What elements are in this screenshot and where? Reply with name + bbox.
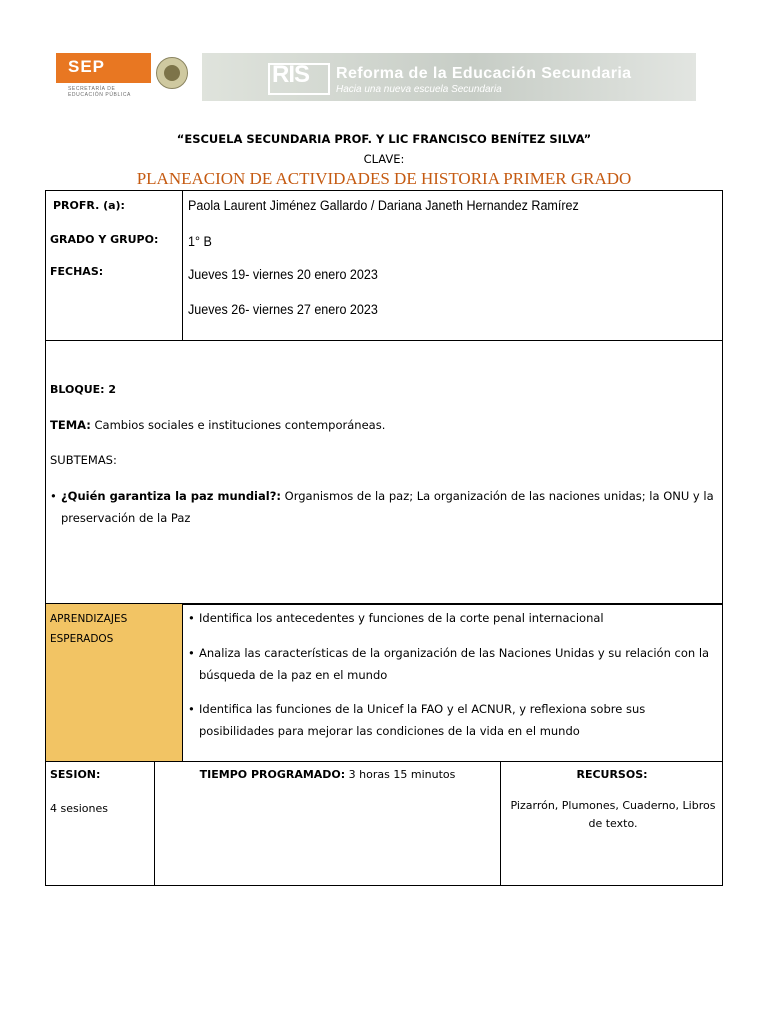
fechas-value-1: Jueves 19- viernes 20 enero 2023	[188, 267, 378, 282]
aprendizaje-item	[188, 642, 720, 686]
subtema-detail: Organismos de la paz; La organización de las naciones unidas; la ONU y la preservación de la Paz	[61, 489, 714, 525]
aprendizaje-text: Identifica las funciones de la Unicef la FAO y el ACNUR, y reflexiona sobre sus posibilidades para mejorar las condiciones de la vida en el mundo	[199, 702, 646, 738]
tiempo-value: 3 horas 15 minutos	[345, 768, 456, 781]
bullet-icon: •	[188, 611, 195, 625]
grado-label: GRADO Y GRUPO:	[50, 233, 159, 246]
sep-subtitle-line2: EDUCACIÓN PÚBLICA	[68, 92, 131, 98]
ris-logo-text: RIS	[272, 61, 310, 88]
reforma-title: Reforma de la Educación Secundaria	[336, 65, 632, 82]
subtema-item	[50, 485, 718, 529]
aprendizajes-label	[50, 609, 127, 649]
aprendizajes-label-line1: APRENDIZAJES	[50, 613, 128, 625]
tiempo-line	[155, 768, 500, 781]
subtemas-label: SUBTEMAS:	[50, 453, 117, 467]
sep-subtitle	[68, 86, 131, 98]
sep-logo-text: SEP	[68, 57, 106, 76]
aprendizajes-divider	[182, 603, 183, 762]
page-title: PLANEACION DE ACTIVIDADES DE HISTORIA PRIMER GRADO	[136, 169, 632, 188]
clave-label: CLAVE:	[363, 152, 405, 166]
aprendizaje-text: Identifica los antecedentes y funciones de la corte penal internacional	[199, 611, 604, 625]
aprendizajes-label-line2: ESPERADOS	[50, 633, 114, 645]
school-name: “ESCUELA SECUNDARIA PROF. Y LIC FRANCISCO BENÍTEZ SILVA”	[176, 132, 592, 146]
bloque-section	[45, 340, 723, 605]
national-seal-icon	[156, 57, 188, 89]
header-banner	[56, 53, 696, 101]
tema-label: TEMA:	[50, 418, 91, 432]
grado-value: 1° B	[188, 234, 212, 249]
sep-subtitle-line1: SECRETARÍA DE	[68, 86, 116, 92]
bullet-icon: •	[188, 702, 195, 716]
tema-line	[50, 414, 385, 436]
bullet-icon: •	[188, 646, 195, 660]
bloque-label: BLOQUE: 2	[50, 383, 117, 396]
subtema-question: ¿Quién garantiza la paz mundial?:	[61, 489, 281, 503]
tiempo-label: TIEMPO PROGRAMADO:	[199, 768, 346, 781]
aprendizaje-text: Analiza las características de la organización de las Naciones Unidas y su relación con la búsqueda de la paz en el mundo	[199, 646, 710, 682]
fechas-label: FECHAS:	[50, 265, 104, 278]
bullet-icon: •	[50, 489, 57, 503]
sesion-value: 4 sesiones	[50, 802, 108, 815]
aprendizaje-item	[188, 607, 720, 629]
fechas-value-2: Jueves 26- viernes 27 enero 2023	[188, 302, 378, 317]
profr-value: Paola Laurent Jiménez Gallardo / Dariana Janeth Hernandez Ramírez	[188, 198, 579, 213]
profr-label: PROFR. (a):	[53, 199, 125, 212]
reforma-subtitle: Hacia una nueva escuela Secundaria	[336, 84, 502, 95]
sep-logo-block	[56, 53, 202, 101]
tema-value: Cambios sociales e instituciones contemporáneas.	[90, 418, 386, 432]
info-table-divider	[182, 190, 183, 341]
recursos-value: Pizarrón, Plumones, Cuaderno, Libros de texto.	[510, 799, 716, 830]
aprendizaje-item	[188, 698, 720, 742]
sesion-label: SESION:	[50, 768, 101, 781]
recursos-label: RECURSOS:	[576, 768, 648, 781]
